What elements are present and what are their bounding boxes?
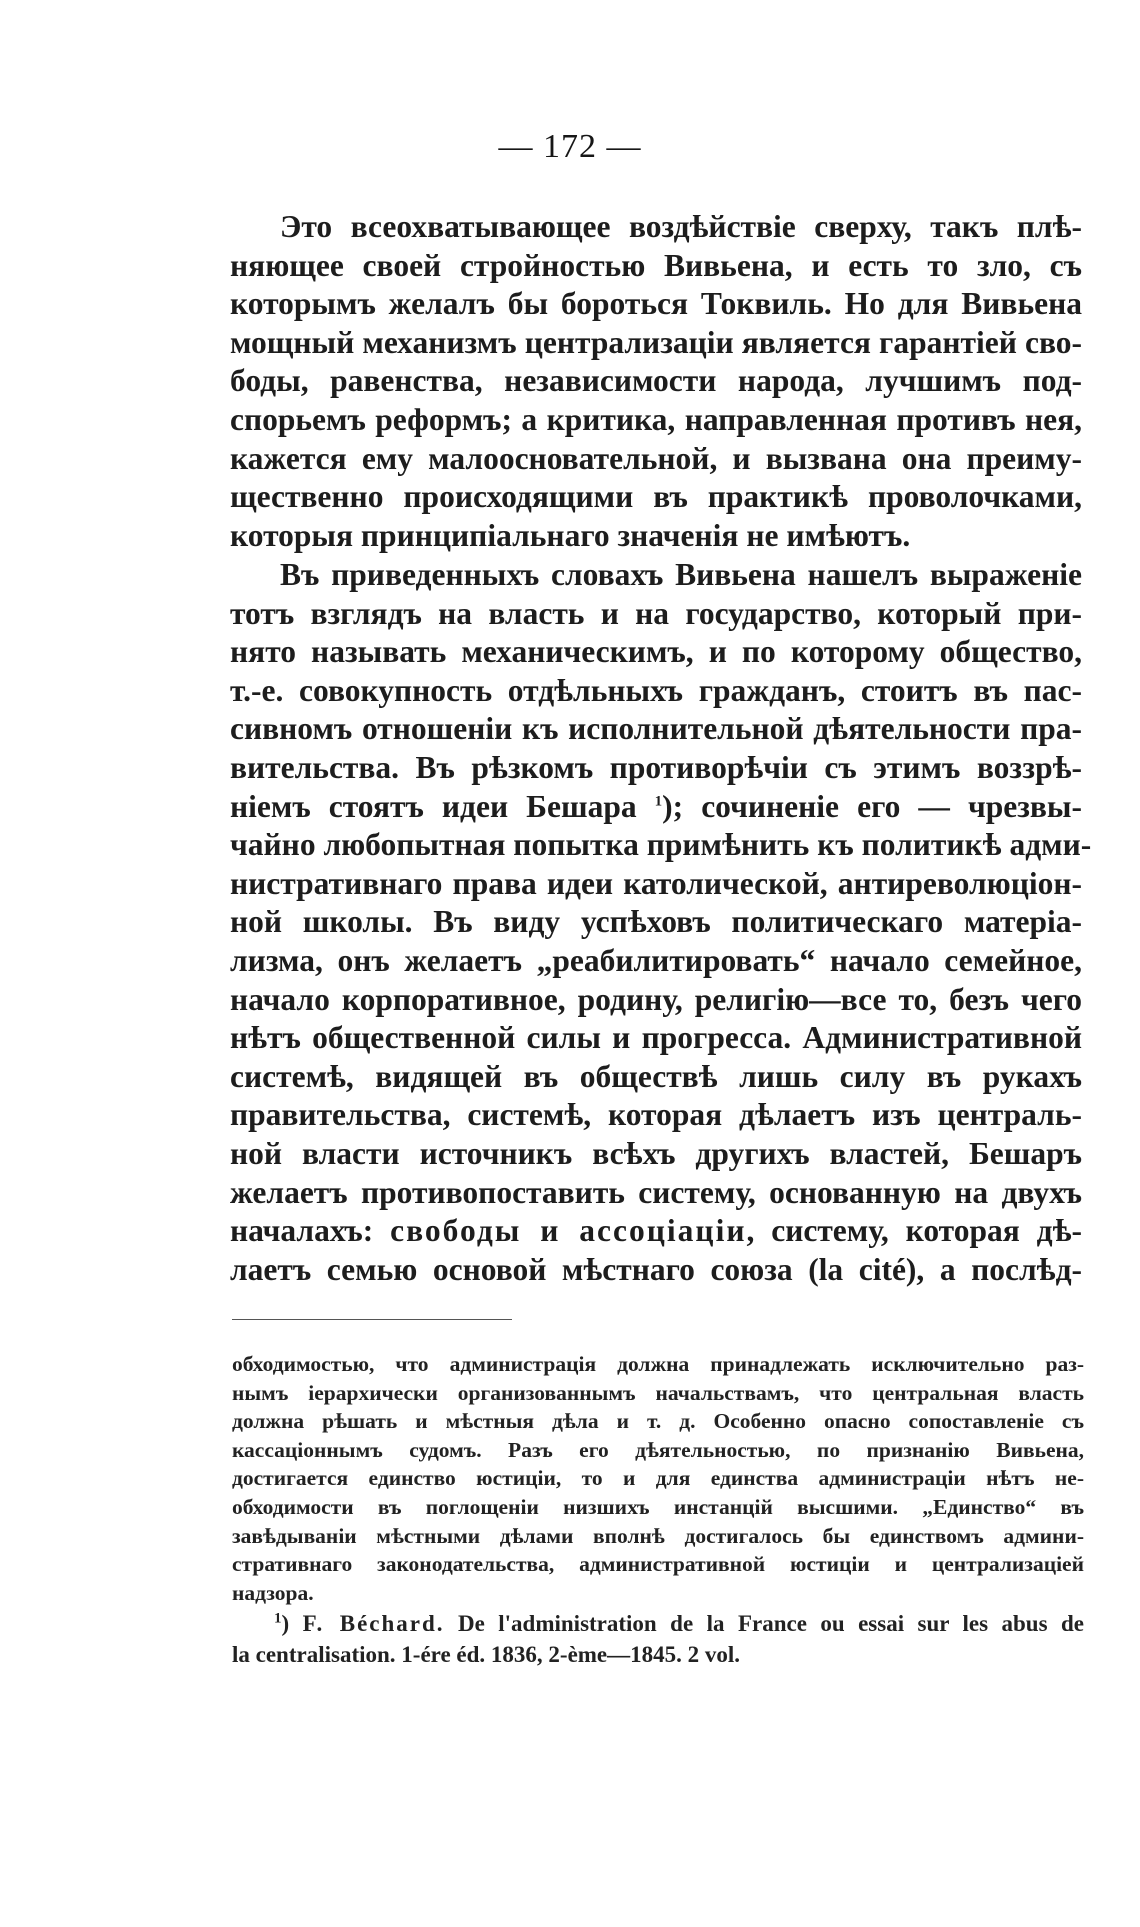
footnote-reference[interactable]: 1: [654, 793, 663, 810]
footnote-line: кассаціоннымъ судомъ. Разъ его дѣятельностью, по признанію Вивьена,: [232, 1437, 1084, 1462]
text-line: сивномъ отношеніи къ исполнительной дѣятельности пра-: [230, 711, 1082, 747]
footnote-line: нымъ іерархически организованнымъ начальствамъ, что центральная власть: [232, 1380, 1084, 1405]
footnote-line: обходимостью, что администрація должна принадлежать исключительно раз-: [232, 1352, 1084, 1376]
footnote-line: достигается единство юстиціи, то и для единства администраціи нѣтъ не-: [232, 1466, 1084, 1491]
footnote-line: $^1$) F. Béchard. De l'administration de la France ou essai sur les abus de: [274, 1610, 1084, 1636]
text-line: щественно происходящими въ практикѣ проволочками,: [230, 479, 1082, 515]
text-line: Въ приведенныхъ словахъ Вивьена нашелъ выраженіе: [280, 557, 1082, 592]
footnote-continuation: [232, 1350, 1084, 1607]
footnote-line: стративнаго законодательства, административной юстиціи и централизаціей: [232, 1552, 1084, 1577]
text-line: ной школы. Въ виду успѣховъ политическаго матеріа-: [230, 904, 1082, 940]
text-line: спорьемъ реформъ; а критика, направленная противъ нея,: [230, 401, 1082, 437]
text-line: боды, равенства, независимости народа, лучшимъ под-: [230, 363, 1082, 399]
text-line: правительства, системѣ, которая дѣлаетъ изъ централь-: [230, 1097, 1082, 1133]
footnote-author: F. Béchard.: [302, 1611, 445, 1636]
text-line-with-footnote-ref: [230, 788, 1082, 827]
text-line: лизма, онъ желаетъ „реабилитировать“ начало семейное,: [230, 942, 1082, 978]
paragraph-1: [230, 208, 1082, 555]
text-line: ной власти источникъ всѣхъ другихъ властей, Бешаръ: [230, 1135, 1082, 1171]
footnote-line: надзора.: [232, 1580, 314, 1605]
text-line: которымъ желалъ бы бороться Токвиль. Но для Вивьена: [230, 286, 1082, 322]
text-line: начало корпоративное, родину, религію—все то, безъ чего: [230, 981, 1082, 1017]
text-line: няющее своей стройностью Вивьена, и есть то зло, съ: [230, 247, 1082, 283]
text-line: вительства. Въ рѣзкомъ противорѣчіи съ этимъ воззрѣ-: [230, 749, 1082, 785]
footnote-line: завѣдываніи мѣстными дѣлами вполнѣ достигалось бы единствомъ админи-: [232, 1523, 1084, 1548]
text-line: нято называть механическимъ, и по которому общество,: [230, 634, 1082, 670]
page-number: — 172 —: [498, 128, 642, 165]
footnote-separator: [232, 1319, 512, 1320]
footnote-line: должна рѣшать и мѣстныя дѣла и т. д. Особенно опасно сопоставленіе съ: [232, 1409, 1084, 1434]
text-line: системѣ, видящей въ обществѣ лишь силу въ рукахъ: [230, 1058, 1082, 1094]
text-line: кажется ему малоосновательной, и вызвана она преиму-: [230, 440, 1082, 476]
text-line: нѣтъ общественной силы и прогресса. Административной: [230, 1020, 1082, 1056]
text-segment: ); сочиненіе его — чрезвы-: [662, 788, 1082, 824]
footnote-marker: 1: [274, 1610, 282, 1627]
text-line: лаетъ семью основой мѣстнаго союза (la cité), а послѣд-: [230, 1251, 1082, 1287]
text-line-with-spaced-text: [230, 1212, 1082, 1251]
text-line: чайно любопытная попытка примѣнить къ политикѣ адми-: [230, 827, 1092, 863]
text-line: желаетъ противопоставить систему, основанную на двухъ: [230, 1174, 1082, 1210]
text-line: Это всеохватывающее воздѣйствіе сверху, такъ плѣ-: [280, 209, 1082, 244]
text-line: тотъ взглядъ на власть и на государство, который при-: [230, 595, 1082, 631]
footnote-1: [232, 1608, 1084, 1670]
text-segment: ніемъ стоятъ идеи Бешара: [230, 788, 637, 824]
footnote-line: обходимости въ поглощеніи низшихъ инстанцій высшими. „Единство“ въ: [232, 1494, 1084, 1519]
text-line: т.-е. совокупность отдѣльныхъ гражданъ, стоитъ въ пас-: [230, 672, 1082, 708]
paragraph-2: [230, 556, 1092, 1289]
text-line: которыя принципіальнаго значенія не имѣютъ.: [230, 517, 911, 553]
text-line: нистративнаго права идеи католической, антиреволюціон-: [230, 865, 1082, 901]
spaced-emphasis: свободы и ассоціаціи: [390, 1213, 747, 1249]
footnote-line: la centralisation. 1-ére éd. 1836, 2-ème—1845. 2 vol.: [232, 1642, 741, 1667]
text-line: мощный механизмъ централизаціи является гарантіей сво-: [230, 324, 1082, 360]
footnote-title: De l'administration de la France ou essai sur les abus de: [458, 1611, 1084, 1636]
text-segment: , систему, которая дѣ-: [746, 1213, 1083, 1249]
text-segment: началахъ:: [230, 1213, 374, 1249]
